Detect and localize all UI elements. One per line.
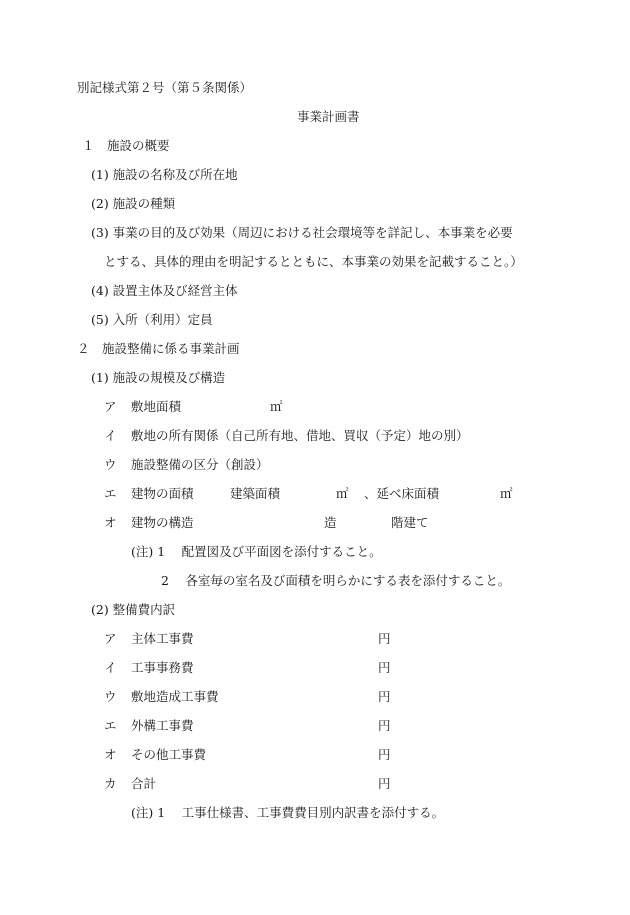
cost-unit: 円 [378,718,391,733]
cost-unit: 円 [378,747,391,762]
item-e-mark: エ [104,486,117,501]
document-title: 事業計画書 [297,109,360,124]
cost-mark: ウ [104,689,117,704]
floor-area-unit: ㎡ [500,486,513,501]
building-area-label: 建築面積 [230,486,281,501]
item-1-1: (1) 施設の名称及び所在地 [91,167,238,182]
cost-label: 主体工事費 [131,631,194,646]
cost-mark: イ [104,660,117,675]
cost-label: 外構工事費 [131,718,194,733]
item-o-text: 建物の構造 [131,515,194,530]
item-u-mark: ウ [104,457,117,472]
item-i-mark: イ [104,428,117,443]
item-o-mark: オ [104,515,117,530]
item-2-2: (2) 整備費内訳 [91,602,176,617]
item-a-text: 敷地面積 [131,399,182,414]
item-2-1: (1) 施設の規模及び構造 [91,370,226,385]
form-number: 別記様式第２号（第５条関係） [77,80,253,95]
item-1-3: (3) 事業の目的及び効果（周辺における社会環境等を詳記し、本事業を必要 [91,225,513,240]
cost-unit: 円 [378,631,391,646]
cost-label: 合計 [131,776,157,791]
cost-mark: エ [104,718,117,733]
item-1-5: (5) 入所（利用）定員 [91,312,213,327]
item-a-mark: ア [104,399,117,414]
structure-floors: 階建て [391,515,429,530]
note-1-line-1: (注) 1 配置図及び平面図を添付すること。 [131,544,382,559]
cost-unit: 円 [378,660,391,675]
floor-area-label: 、延べ床面積 [364,486,440,501]
item-u-text: 施設整備の区分（創設） [131,457,269,472]
structure-zo: 造 [324,515,337,530]
building-area-unit: ㎡ [336,486,349,501]
cost-label: 敷地造成工事費 [131,689,219,704]
item-1-3-continued: とする、具体的理由を明記するとともに、本事業の効果を記載すること。） [104,254,523,269]
cost-mark: ア [104,631,117,646]
note-2-line-1: (注) 1 工事仕様書、工事費費目別内訳書を添付する。 [131,805,445,820]
item-1-4: (4) 設置主体及び経営主体 [91,283,238,298]
cost-unit: 円 [378,776,391,791]
section-1-heading: １ 施設の概要 [82,138,170,153]
item-i-text: 敷地の所有関係（自己所有地、借地、買収（予定）地の別） [131,428,469,443]
cost-label: 工事事務費 [131,660,194,675]
item-a-unit: ㎡ [270,399,283,414]
note-1-line-2: 2 各室毎の室名及び面積を明らかにする表を添付すること。 [161,573,511,588]
item-1-2: (2) 施設の種類 [91,196,176,211]
cost-mark: オ [104,747,117,762]
item-e-text: 建物の面積 [131,486,194,501]
cost-label: その他工事費 [131,747,207,762]
section-2-heading: ２ 施設整備に係る事業計画 [77,341,240,356]
cost-mark: カ [104,776,117,791]
cost-unit: 円 [378,689,391,704]
